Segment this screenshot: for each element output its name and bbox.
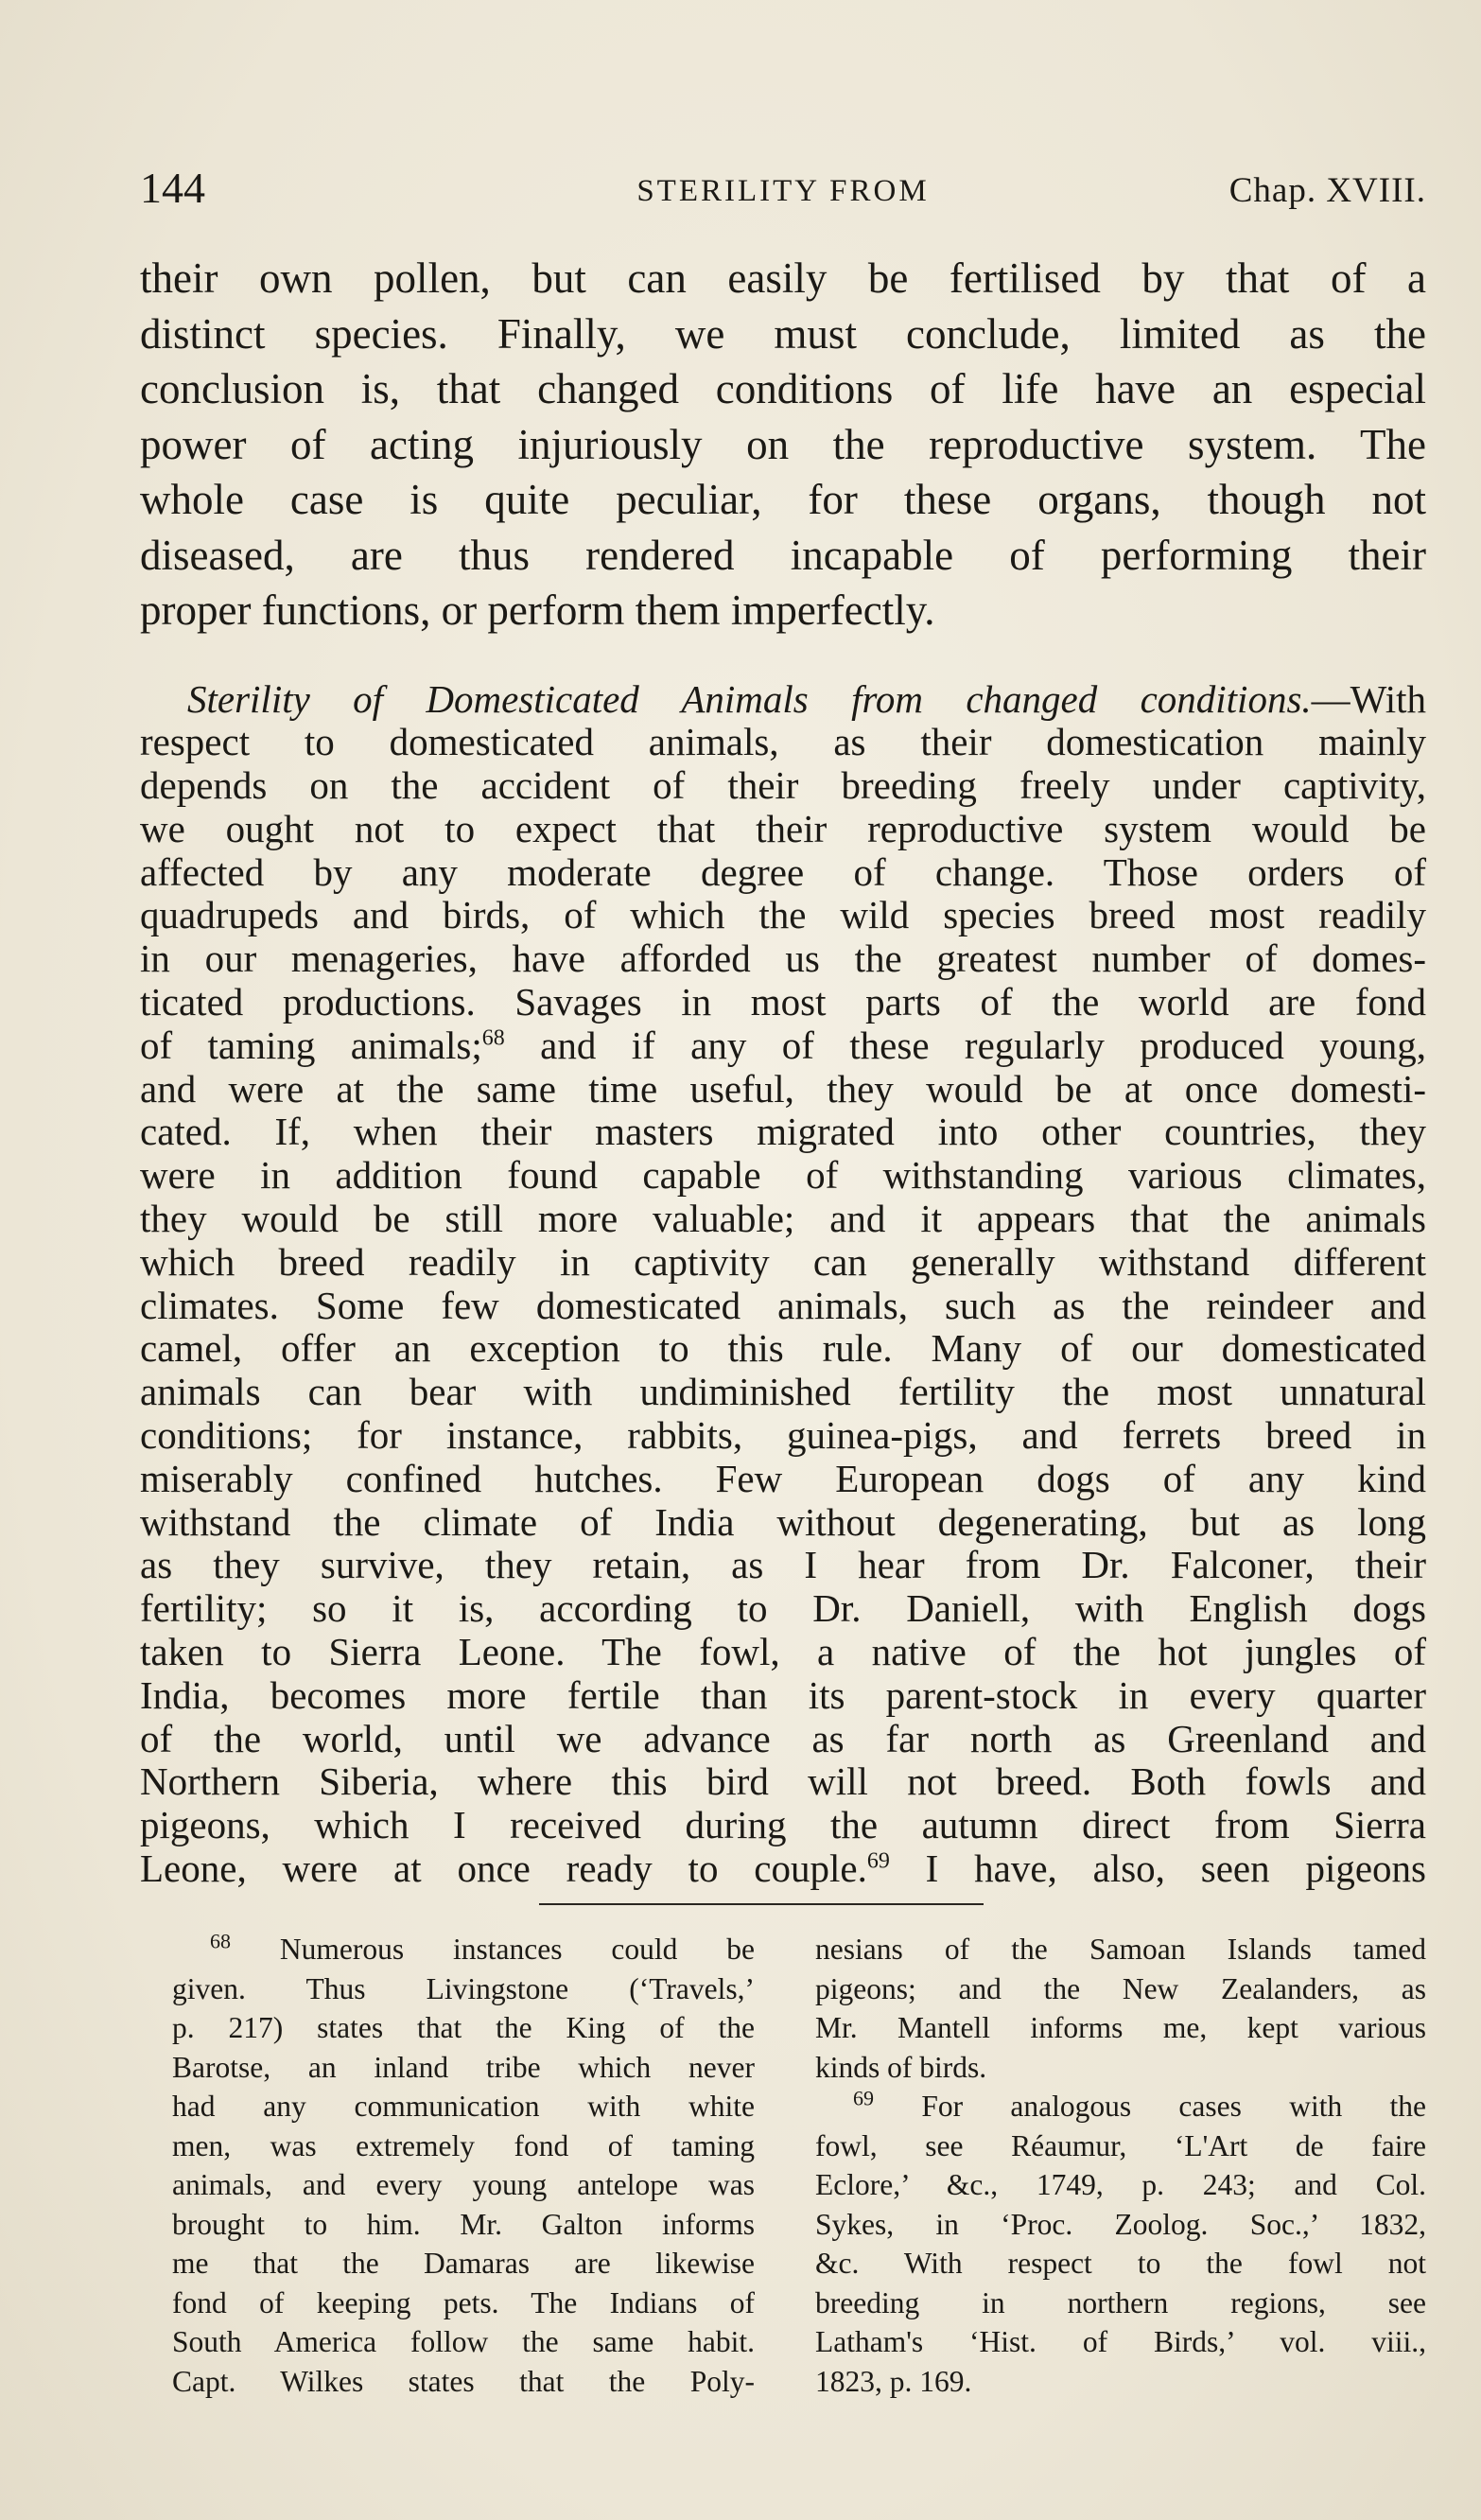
- text-line: which breed readily in captivity can generally withstand different: [140, 1239, 1426, 1284]
- text-fragment: Numerous instances could be: [231, 1933, 755, 1966]
- footnote-line: had any communication with white: [172, 2090, 755, 2123]
- text-line: diseased, are thus rendered incapable of performing their: [140, 531, 1426, 579]
- text-line: and were at the same time useful, they would be at once domesti-: [140, 1066, 1426, 1111]
- footnote-line: [815, 2087, 1426, 2126]
- footnote-line: breeding in northern regions, see: [815, 2285, 1426, 2319]
- section-heading: Sterility of Domesticated Animals from changed conditions.: [187, 676, 1312, 721]
- footnote-line: me that the Damaras are likewise: [172, 2247, 755, 2280]
- text-line: we ought not to expect that their reproductive system would be: [140, 806, 1426, 850]
- text-line: animals can bear with undiminished fertility the most unnatural: [140, 1370, 1426, 1414]
- footnote-line: Sykes, in ‘Proc. Zoolog. Soc.,’ 1832,: [815, 2207, 1426, 2241]
- footnote-divider: [539, 1903, 984, 1905]
- text-line: their own pollen, but can easily be fertilised by that of a: [140, 254, 1426, 302]
- text-line: fertility; so it is, according to Dr. Daniell, with English dogs: [140, 1586, 1426, 1631]
- footnote-line: Mr. Mantell informs me, kept various: [815, 2011, 1426, 2044]
- text-line: miserably confined hutches. Few European dogs of any kind: [140, 1456, 1426, 1500]
- footnote-line: men, was extremely fond of taming: [172, 2128, 755, 2162]
- footnote-line: fowl, see Réaumur, ‘L'Art de faire: [815, 2128, 1426, 2162]
- text-line: quadrupeds and birds, of which the wild species breed most readily: [140, 893, 1426, 937]
- text-line: were in addition found capable of withstanding various climates,: [140, 1153, 1426, 1198]
- text-line: power of acting injuriously on the reproductive system. The: [140, 420, 1426, 468]
- footnote-marker-69: 69: [853, 2086, 874, 2110]
- text-line: climates. Some few domesticated animals, such as the reindeer and: [140, 1283, 1426, 1327]
- text-line: they would be still more valuable; and it appears that the animals: [140, 1197, 1426, 1241]
- footnote-marker-68: 68: [210, 1929, 231, 1953]
- footnote-ref-68[interactable]: 68: [481, 1025, 505, 1051]
- text-line: taken to Sierra Leone. The fowl, a native of the hot jungles of: [140, 1630, 1426, 1674]
- footnote-line: brought to him. Mr. Galton informs: [172, 2207, 755, 2241]
- footnote-line: [172, 1930, 755, 1969]
- text-line: respect to domesticated animals, as their domestication mainly: [140, 720, 1426, 764]
- text-line: conditions; for instance, rabbits, guinea-pigs, and ferrets breed in: [140, 1413, 1426, 1458]
- text-line: [140, 678, 1426, 722]
- footnote-line: p. 217) states that the King of the: [172, 2011, 755, 2044]
- text-line: cated. If, when their masters migrated into other countries, they: [140, 1110, 1426, 1154]
- running-title: STERILITY FROM: [636, 174, 930, 208]
- text-line: India, becomes more fertile than its parent-stock in every quarter: [140, 1672, 1426, 1717]
- text-line: distinct species. Finally, we must conclude, limited as the: [140, 309, 1426, 358]
- text-fragment: and if any of these regularly produced young,: [504, 1023, 1426, 1067]
- footnote-line: Capt. Wilkes states that the Poly-: [172, 2364, 755, 2398]
- footnote-line: nesians of the Samoan Islands tamed: [815, 1933, 1426, 1966]
- text-line: conclusion is, that changed conditions of life have an especial: [140, 365, 1426, 412]
- text-fragment: I have, also, seen pigeons: [889, 1846, 1426, 1891]
- footnote-line: animals, and every young antelope was: [172, 2168, 755, 2201]
- footnote-line: given. Thus Livingstone (‘Travels,’: [172, 1971, 755, 2005]
- text-line: in our menageries, have afforded us the greatest number of domes-: [140, 936, 1426, 981]
- text-line: Northern Siberia, where this bird will not breed. Both fowls and: [140, 1759, 1426, 1804]
- text-line: affected by any moderate degree of change. Those orders of: [140, 849, 1426, 894]
- text-fragment: of taming animals;: [140, 1023, 482, 1067]
- text-line: depends on the accident of their breeding freely under captivity,: [140, 763, 1426, 808]
- footnote-line: &c. With respect to the fowl not: [815, 2247, 1426, 2280]
- footnote-line: pigeons; and the New Zealanders, as: [815, 1971, 1426, 2005]
- chapter-label: Chap. XVIII.: [1228, 171, 1426, 210]
- footnote-line: South America follow the same habit.: [172, 2325, 755, 2358]
- footnotes-left-column: [172, 1930, 755, 2401]
- footnote-ref-69[interactable]: 69: [866, 1848, 890, 1874]
- text-line: ticated productions. Savages in most parts of the world are fond: [140, 980, 1426, 1024]
- footnote-line: kinds of birds.: [815, 2050, 987, 2084]
- text-line: camel, offer an exception to this rule. Many of our domesticated: [140, 1326, 1426, 1371]
- footnote-line: Eclore,’ &c., 1749, p. 243; and Col.: [815, 2168, 1426, 2201]
- footnote-line: Latham's ‘Hist. of Birds,’ vol. viii.,: [815, 2325, 1426, 2358]
- text-line: whole case is quite peculiar, for these organs, though not: [140, 476, 1426, 523]
- page-number: 144: [140, 164, 205, 212]
- running-header: [140, 163, 1426, 219]
- text-line: [140, 1024, 1426, 1068]
- text-line: proper functions, or perform them imperfectly.: [140, 586, 935, 634]
- footnotes-right-column: [815, 1930, 1426, 2401]
- text-line: withstand the climate of India without degenerating, but as long: [140, 1499, 1426, 1544]
- text-fragment: Leone, were at once ready to couple.: [140, 1846, 867, 1891]
- text-fragment: For analogous cases with the: [874, 2090, 1426, 2123]
- main-text: [140, 251, 1426, 1891]
- paragraph-2: [140, 678, 1426, 1891]
- footnote-line: 1823, p. 169.: [815, 2364, 972, 2398]
- footnote-line: Barotse, an inland tribe which never: [172, 2050, 755, 2084]
- text-line: pigeons, which I received during the autumn direct from Sierra: [140, 1803, 1426, 1847]
- heading-continuation: —With: [1311, 676, 1426, 721]
- text-line: as they survive, they retain, as I hear from Dr. Falconer, their: [140, 1543, 1426, 1587]
- text-line: [140, 1847, 1426, 1891]
- text-line: of the world, until we advance as far north as Greenland and: [140, 1716, 1426, 1760]
- paragraph-1: [140, 251, 1426, 639]
- footnote-line: fond of keeping pets. The Indians of: [172, 2285, 755, 2319]
